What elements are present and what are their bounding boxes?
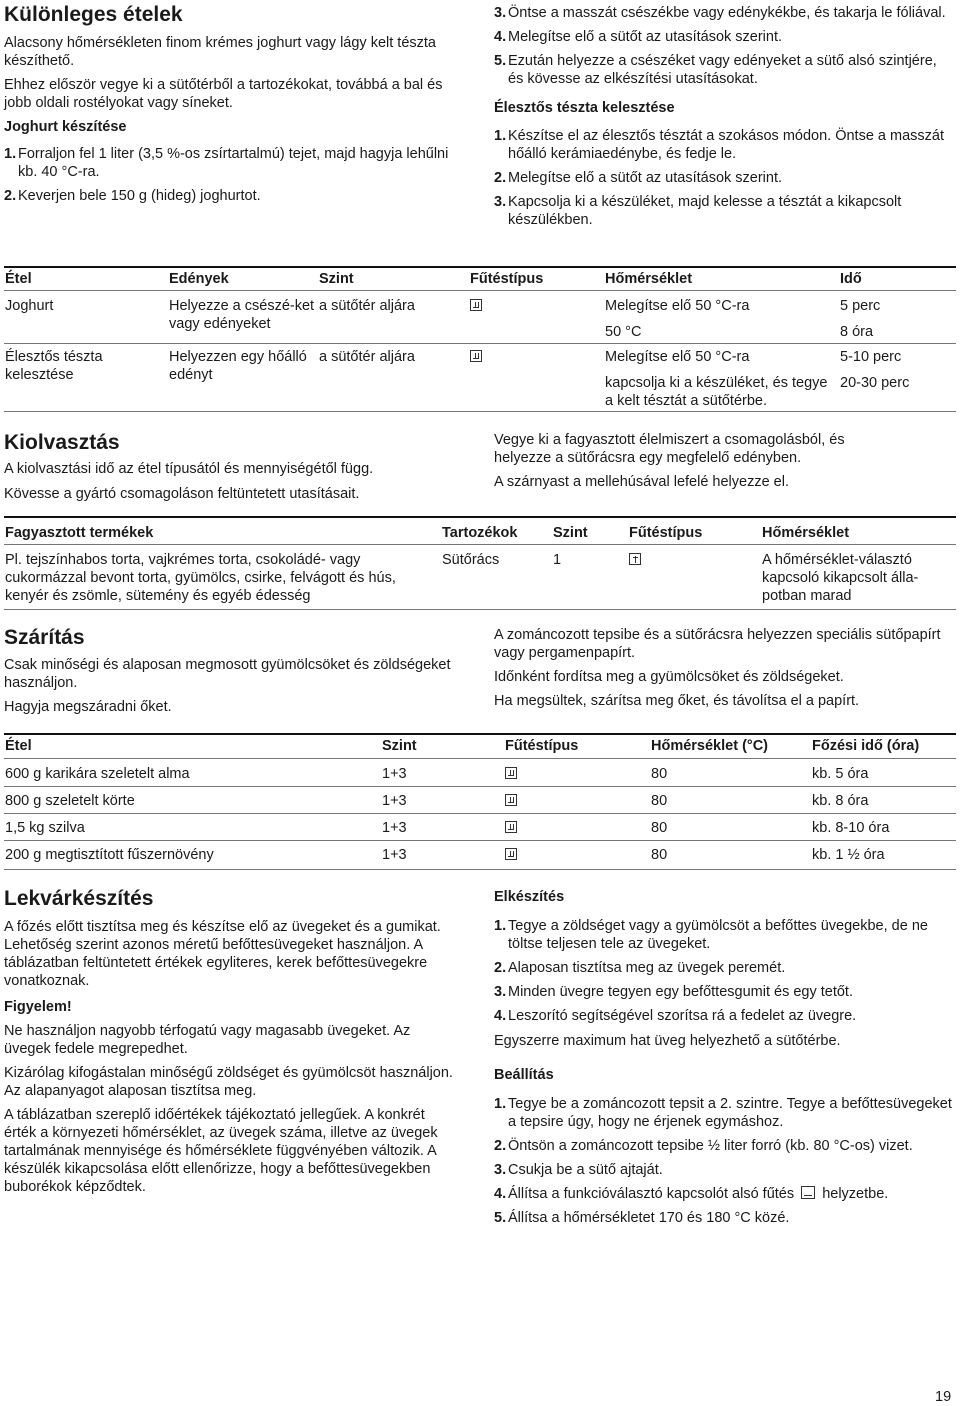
setting-step: 5. Állítsa a hőmérsékletet 170 és 180 °C közé. [494,1210,790,1226]
drying-p4: Időnként fordítsa meg a gyümölcsöket és zöldségeket. [494,669,844,685]
page-number: 19 [935,1389,952,1405]
cell-food: 800 g szeletelt körte [5,793,135,809]
defrost-right [494,431,904,491]
table-header: Főzési idő (óra) [812,738,920,754]
jam-right [494,888,956,1227]
table-header: Hőmérséklet [762,525,850,541]
table-top-rule [4,516,956,518]
table-bottom-rule [4,411,956,412]
drying-p5: Ha megsültek, szárítsa meg őket, és távolítsa el a papírt. [494,693,860,709]
cell-temp: Melegítse elő 50 °C-ra [605,298,750,314]
jam-section [4,886,459,1196]
bottom-heat-icon [505,821,517,833]
drying-title: Szárítás [4,626,85,649]
setting-step-text: helyzetbe. [822,1186,889,1202]
bottom-heat-icon [470,299,482,311]
cell-temp: Melegítse elő 50 °C-ra [605,349,750,365]
special-intro2: Ehhez először vegye ki a sütőtérből a tartozékokat, továbbá a bal és jobb oldali rostélyokat vagy síneket. [4,77,443,111]
prep-step: 4. Leszorító segítségével szorítsa rá a fedelet az üvegre. [494,1008,857,1024]
defrost-section [4,430,459,503]
table-header: Szint [382,738,417,754]
table-header: Hőmérséklet (°C) [651,738,768,754]
cell-temp: 80 [651,766,668,782]
cell-dish: Helyezze a csészé-ket vagy edényeket [169,298,315,332]
cell-time: kb. 1 ½ óra [812,847,885,863]
yoghurt-step: 1. Forraljon fel 1 liter (3,5 %-os zsírtartalmú) tejet, majd hagyja lehűlni kb. 40 °C-ra. [4,146,449,180]
prep-step: 2. Alaposan tisztítsa meg az üvegek peremét. [494,960,786,976]
table-row-rule [4,343,956,344]
bottom-heat-icon [505,794,517,806]
setting-step: 1. Tegye be a zománcozott tepsit a 2. szintre. Tegye a befőttesüvegeket a tepsire úgy, hogy ne érjenek egymáshoz. [494,1096,952,1130]
cell-dish: Helyezzen egy hőálló edényt [169,349,307,383]
table-header: Étel [5,271,32,287]
cell-time: kb. 8-10 óra [812,820,890,836]
table-row-rule [4,813,956,814]
cell-level: a sütőtér aljára [319,349,415,365]
cell-temp: kapcsolja ki a készüléket, és tegye a kelt tésztát a sütőtérbe. [605,375,828,409]
table-header-rule [4,544,956,545]
cell-food: Joghurt [5,298,54,314]
drying-p2: Hagyja megszáradni őket. [4,699,172,715]
cell-temp: 50 °C [605,324,642,340]
cell-product: Pl. tejszínhabos torta, vajkrémes torta, csokoládé- vagy cukormázzal bevont torta, gyümölcs, csirke, felvágott és hús, kenyér és zsömle, sütemény és egyéb édesség [5,552,396,604]
special-intro: Alacsony hőmérsékleten finom krémes joghurt vagy lágy kelt tészta készíthető. [4,35,436,69]
special-title: Különleges ételek [4,3,183,26]
jam-warning: Figyelem! [4,999,72,1015]
cell-level: 1 [553,552,562,568]
cell-food: 200 g megtisztított fűszernövény [5,847,214,863]
cell-food: 600 g karikára szeletelt alma [5,766,190,782]
table-row-rule [4,840,956,841]
table-header-rule [4,290,956,291]
special-right [494,4,949,229]
table-header: Tartozékok [442,525,518,541]
table-header: Edények [169,271,229,287]
bottom-heat-icon [505,767,517,779]
setting-step: 4. Állítsa a funkcióválasztó kapcsolót alsó fűtés helyzetbe. [494,1186,889,1202]
yoghurt-step: 3. Öntse a masszát csészékbe vagy edénykékbe, és takarja le fóliával. [494,5,946,21]
cell-accessory: Sütőrács [442,552,500,568]
cell-temp: A hőmérséklet-választó kapcsoló kikapcsolt álla-potban marad [762,552,919,604]
prep-step: 3. Minden üvegre tegyen egy befőttesgumit és egy tetőt. [494,984,853,1000]
table-header-rule [4,758,956,759]
table-header: Fűtéstípus [629,525,703,541]
dough-step: 1. Készítse el az élesztős tésztát a szokásos módon. Öntse a masszát hőálló kerámiaedénybe, és fedje le. [494,128,945,162]
table-bottom-rule [4,869,956,870]
cell-time: kb. 5 óra [812,766,869,782]
cell-time: 5 perc [840,298,881,314]
defrost-p1: A kiolvasztási idő az étel típusától és mennyiségétől függ. [4,461,374,477]
jam-p2: Ne használjon nagyobb térfogatú vagy magasabb üvegeket. Az üvegek fedele megrepedhet. [4,1023,411,1057]
bottom-heat-icon [801,1186,815,1199]
table-header: Fűtéstípus [470,271,544,287]
defrost-icon [629,553,641,565]
bottom-heat-icon [505,848,517,860]
cell-level: 1+3 [382,820,407,836]
table-header: Idő [840,271,862,287]
cell-level: 1+3 [382,793,407,809]
cell-time: 5-10 perc [840,349,902,365]
table-header: Szint [319,271,354,287]
defrost-p3: Vegye ki a fagyasztott élelmiszert a csomagolásból, és helyezze a sütőrácsra egy megfelelő edényben. [494,432,845,466]
cell-food: Élesztős tészta kelesztése [5,349,103,383]
jam-p4: A táblázatban szereplő időértékek tájékoztató jellegűek. A konkrét érték a környezeti hőmérséklet, az üvegek száma, illetve az üvegek tartalmának mennyisége és hőmérséklete függvényében változik. A készülék kikapcsolása előtt ellenőrizze, hogy a befőttesüvegekben buborékok képződtek. [4,1107,438,1195]
setting-step: 3. Csukja be a sütő ajtaját. [494,1162,663,1178]
special-section [4,2,459,205]
cell-time: 8 óra [840,324,874,340]
jam-max: Egyszerre maximum hat üveg helyezhető a sütőtérbe. [494,1033,841,1049]
defrost-p4: A szárnyast a mellehúsával lefelé helyezze el. [494,474,789,490]
drying-p3: A zománcozott tepsibe és a sütőrácsra helyezzen speciális sütőpapírt vagy pergamenpapírt. [494,627,941,661]
table-row-rule [4,786,956,787]
setting-step-text: Állítsa a funkcióválasztó kapcsolót alsó fűtés [508,1186,795,1202]
yoghurt-step: 4. Melegítse elő a sütőt az utasítások szerint. [494,29,783,45]
drying-section [4,625,459,716]
defrost-title: Kiolvasztás [4,431,120,454]
cell-temp: 80 [651,820,668,836]
table-header: Fagyasztott termékek [5,525,154,541]
cell-temp: 80 [651,793,668,809]
cell-level: 1+3 [382,766,407,782]
table-top-rule [4,733,956,735]
table-top-rule [4,266,956,268]
cell-time: kb. 8 óra [812,793,869,809]
cell-time: 20-30 perc [840,375,910,391]
table-bottom-rule [4,609,956,610]
jam-title: Lekvárkészítés [4,887,154,910]
yoghurt-title: Joghurt készítése [4,119,127,135]
yoghurt-step: 2. Keverjen bele 150 g (hideg) joghurtot. [4,188,261,204]
setting-title: Beállítás [494,1067,554,1083]
dough-step: 2. Melegítse elő a sütőt az utasítások szerint. [494,170,783,186]
setting-step: 2. Öntsön a zománcozott tepsibe ½ liter forró (kb. 80 °C-os) vizet. [494,1138,913,1154]
yoghurt-step: 5. Ezután helyezze a csészéket vagy edényeket a sütő alsó szintjére, és kövesse az elkészítési utasításokat. [494,53,937,87]
prep-step: 1. Tegye a zöldséget vagy a gyümölcsöt a befőttes üvegekbe, de ne töltse teljesen tele az üvegeket. [494,918,928,952]
cell-level: a sütőtér aljára [319,298,415,314]
prep-title: Elkészítés [494,889,565,905]
bottom-heat-icon [470,350,482,362]
table-header: Szint [553,525,588,541]
drying-p1: Csak minőségi és alaposan megmosott gyümölcsöket és zöldségeket használjon. [4,657,451,691]
defrost-p2: Kövesse a gyártó csomagoláson feltüntetett utasításait. [4,486,360,502]
jam-p1: A főzés előtt tisztítsa meg és készítse elő az üvegeket és a gumikat. Lehetőség szerint azonos méretű befőttesüvegeket használjon. A táblázatban feltüntetett értékek egyliteres, kerek befőttesüvegekre vonatkoznak. [4,919,441,989]
jam-p3: Kizárólag kifogástalan minőségű zöldséget és gyümölcsöt használjon. Az alapanyagot alaposan tisztítsa meg. [4,1065,453,1099]
dough-step: 3. Kapcsolja ki a készüléket, majd kelesse a tésztát a kikapcsolt készülékben. [494,194,902,228]
table-header: Étel [5,738,32,754]
cell-level: 1+3 [382,847,407,863]
table-header: Fűtéstípus [505,738,579,754]
dough-title: Élesztős tészta kelesztése [494,100,675,116]
cell-food: 1,5 kg szilva [5,820,85,836]
table-header: Hőmérséklet [605,271,693,287]
drying-right [494,626,944,710]
cell-temp: 80 [651,847,668,863]
